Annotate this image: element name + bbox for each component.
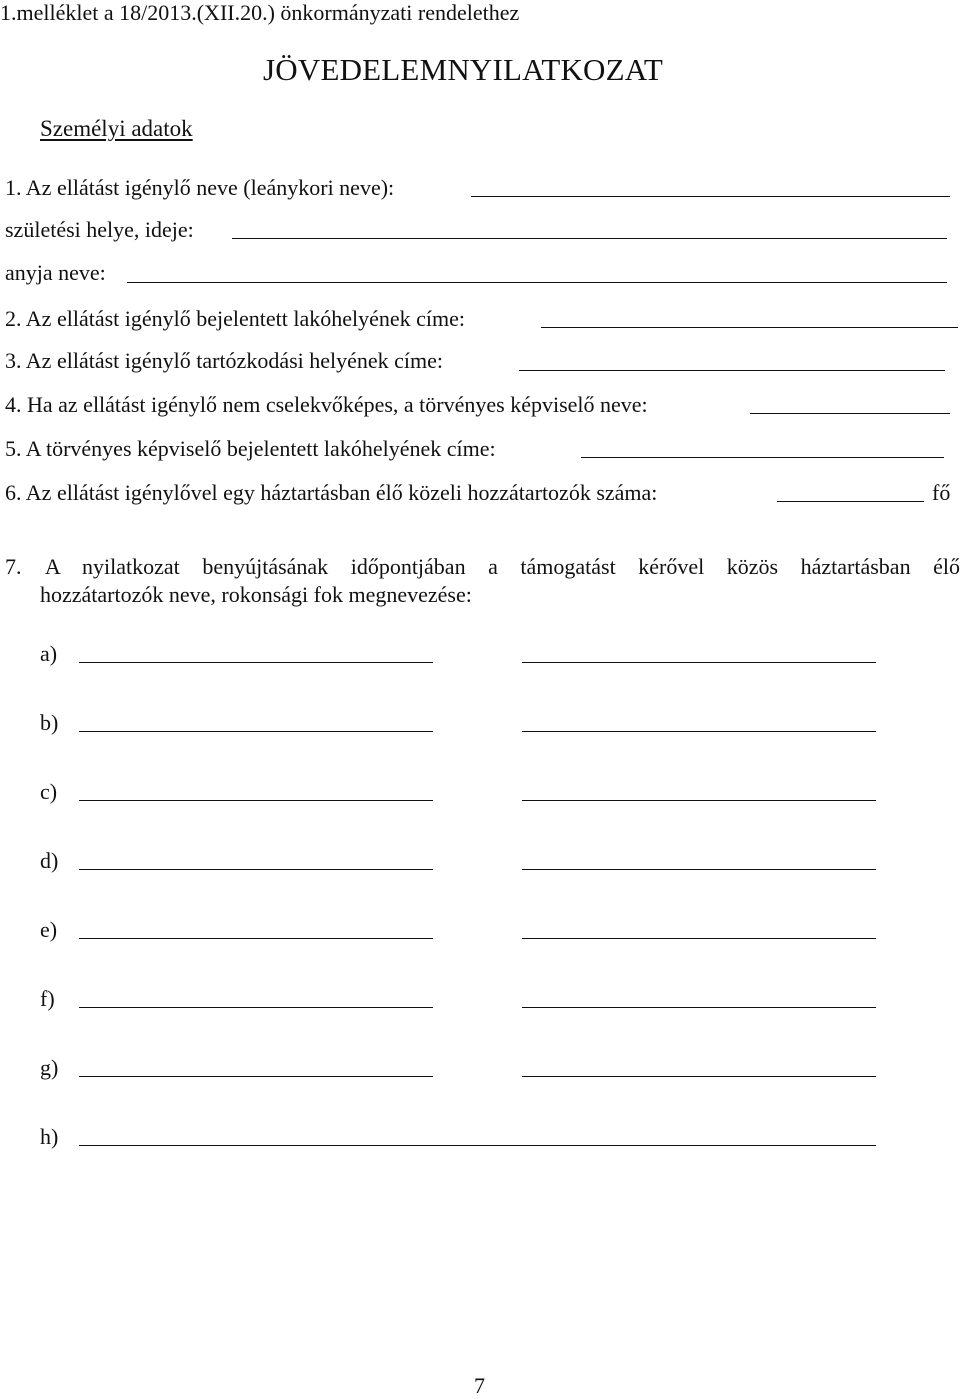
member-relation-line[interactable] [522, 731, 876, 732]
row-label: f) [40, 986, 55, 1011]
field-label: Ha az ellátást igénylő nem cselekvőképes, a törvényes képviselő neve: [27, 392, 648, 417]
member-name-line[interactable] [79, 938, 433, 939]
field-number: 5. [5, 436, 22, 461]
field-6-label [5, 480, 657, 506]
person-unit: fő [932, 480, 951, 505]
birth-place-date-label: születési helye, ideje: [5, 217, 194, 242]
representative-address-line[interactable] [581, 457, 944, 458]
member-name-line[interactable] [79, 1076, 433, 1077]
member-name-line[interactable] [79, 1007, 433, 1008]
member-name-line[interactable] [79, 731, 433, 732]
member-relation-line[interactable] [522, 1007, 876, 1008]
row-label: a) [40, 641, 58, 666]
field-3-label [5, 348, 443, 374]
field-label: Az ellátást igénylő neve (leánykori neve): [25, 175, 395, 200]
member-relation-line[interactable] [522, 938, 876, 939]
row-label: b) [40, 710, 59, 735]
field-number: 7. [5, 554, 22, 579]
mother-name-label: anyja neve: [5, 260, 106, 285]
field-5-label [5, 436, 496, 462]
household-count-line[interactable] [777, 501, 924, 502]
member-full-line[interactable] [79, 1145, 876, 1146]
member-name-line[interactable] [79, 800, 433, 801]
row-label: h) [40, 1124, 59, 1149]
member-relation-line[interactable] [522, 800, 876, 801]
row-label: e) [40, 917, 58, 942]
page-number: 7 [474, 1373, 485, 1398]
member-name-line[interactable] [79, 869, 433, 870]
member-relation-line[interactable] [522, 1076, 876, 1077]
field-label: A nyilatkozat benyújtásának időpontjában a támogatást kérővel közös háztartásban élő [44, 554, 960, 579]
member-relation-line[interactable] [522, 869, 876, 870]
field-label: Az ellátást igénylő bejelentett lakóhelyének címe: [25, 306, 466, 331]
field-1-label [5, 175, 394, 201]
field-number: 1. [5, 175, 22, 200]
birth-place-date-line[interactable] [232, 238, 947, 239]
form-title: JÖVEDELEMNYILATKOZAT [263, 52, 664, 87]
field-4-label [5, 392, 648, 418]
row-label: c) [40, 779, 58, 804]
member-name-line[interactable] [79, 662, 433, 663]
household-members-intro [5, 551, 960, 582]
field-2-label [5, 306, 465, 332]
row-label: d) [40, 848, 59, 873]
section-title: Személyi adatok [40, 116, 193, 141]
member-relation-line[interactable] [522, 662, 876, 663]
annex-reference: 1.melléklet a 18/2013.(XII.20.) önkormányzati rendelethez [0, 0, 520, 25]
household-members-intro-cont: hozzátartozók neve, rokonsági fok megnevezése: [40, 582, 472, 607]
applicant-name-line[interactable] [471, 196, 950, 197]
row-label: g) [40, 1055, 59, 1080]
residence-address-line[interactable] [519, 370, 945, 371]
field-number: 3. [5, 348, 22, 373]
registered-address-line[interactable] [541, 327, 958, 328]
field-number: 6. [5, 480, 22, 505]
field-number: 2. [5, 306, 22, 331]
mother-name-line[interactable] [127, 282, 947, 283]
field-label: Az ellátást igénylő tartózkodási helyének címe: [25, 348, 444, 373]
field-label: Az ellátást igénylővel egy háztartásban élő közeli hozzátartozók száma: [25, 480, 658, 505]
field-label: A törvényes képviselő bejelentett lakóhelyének címe: [25, 436, 496, 461]
legal-representative-name-line[interactable] [750, 413, 950, 414]
field-number: 4. [5, 392, 22, 417]
